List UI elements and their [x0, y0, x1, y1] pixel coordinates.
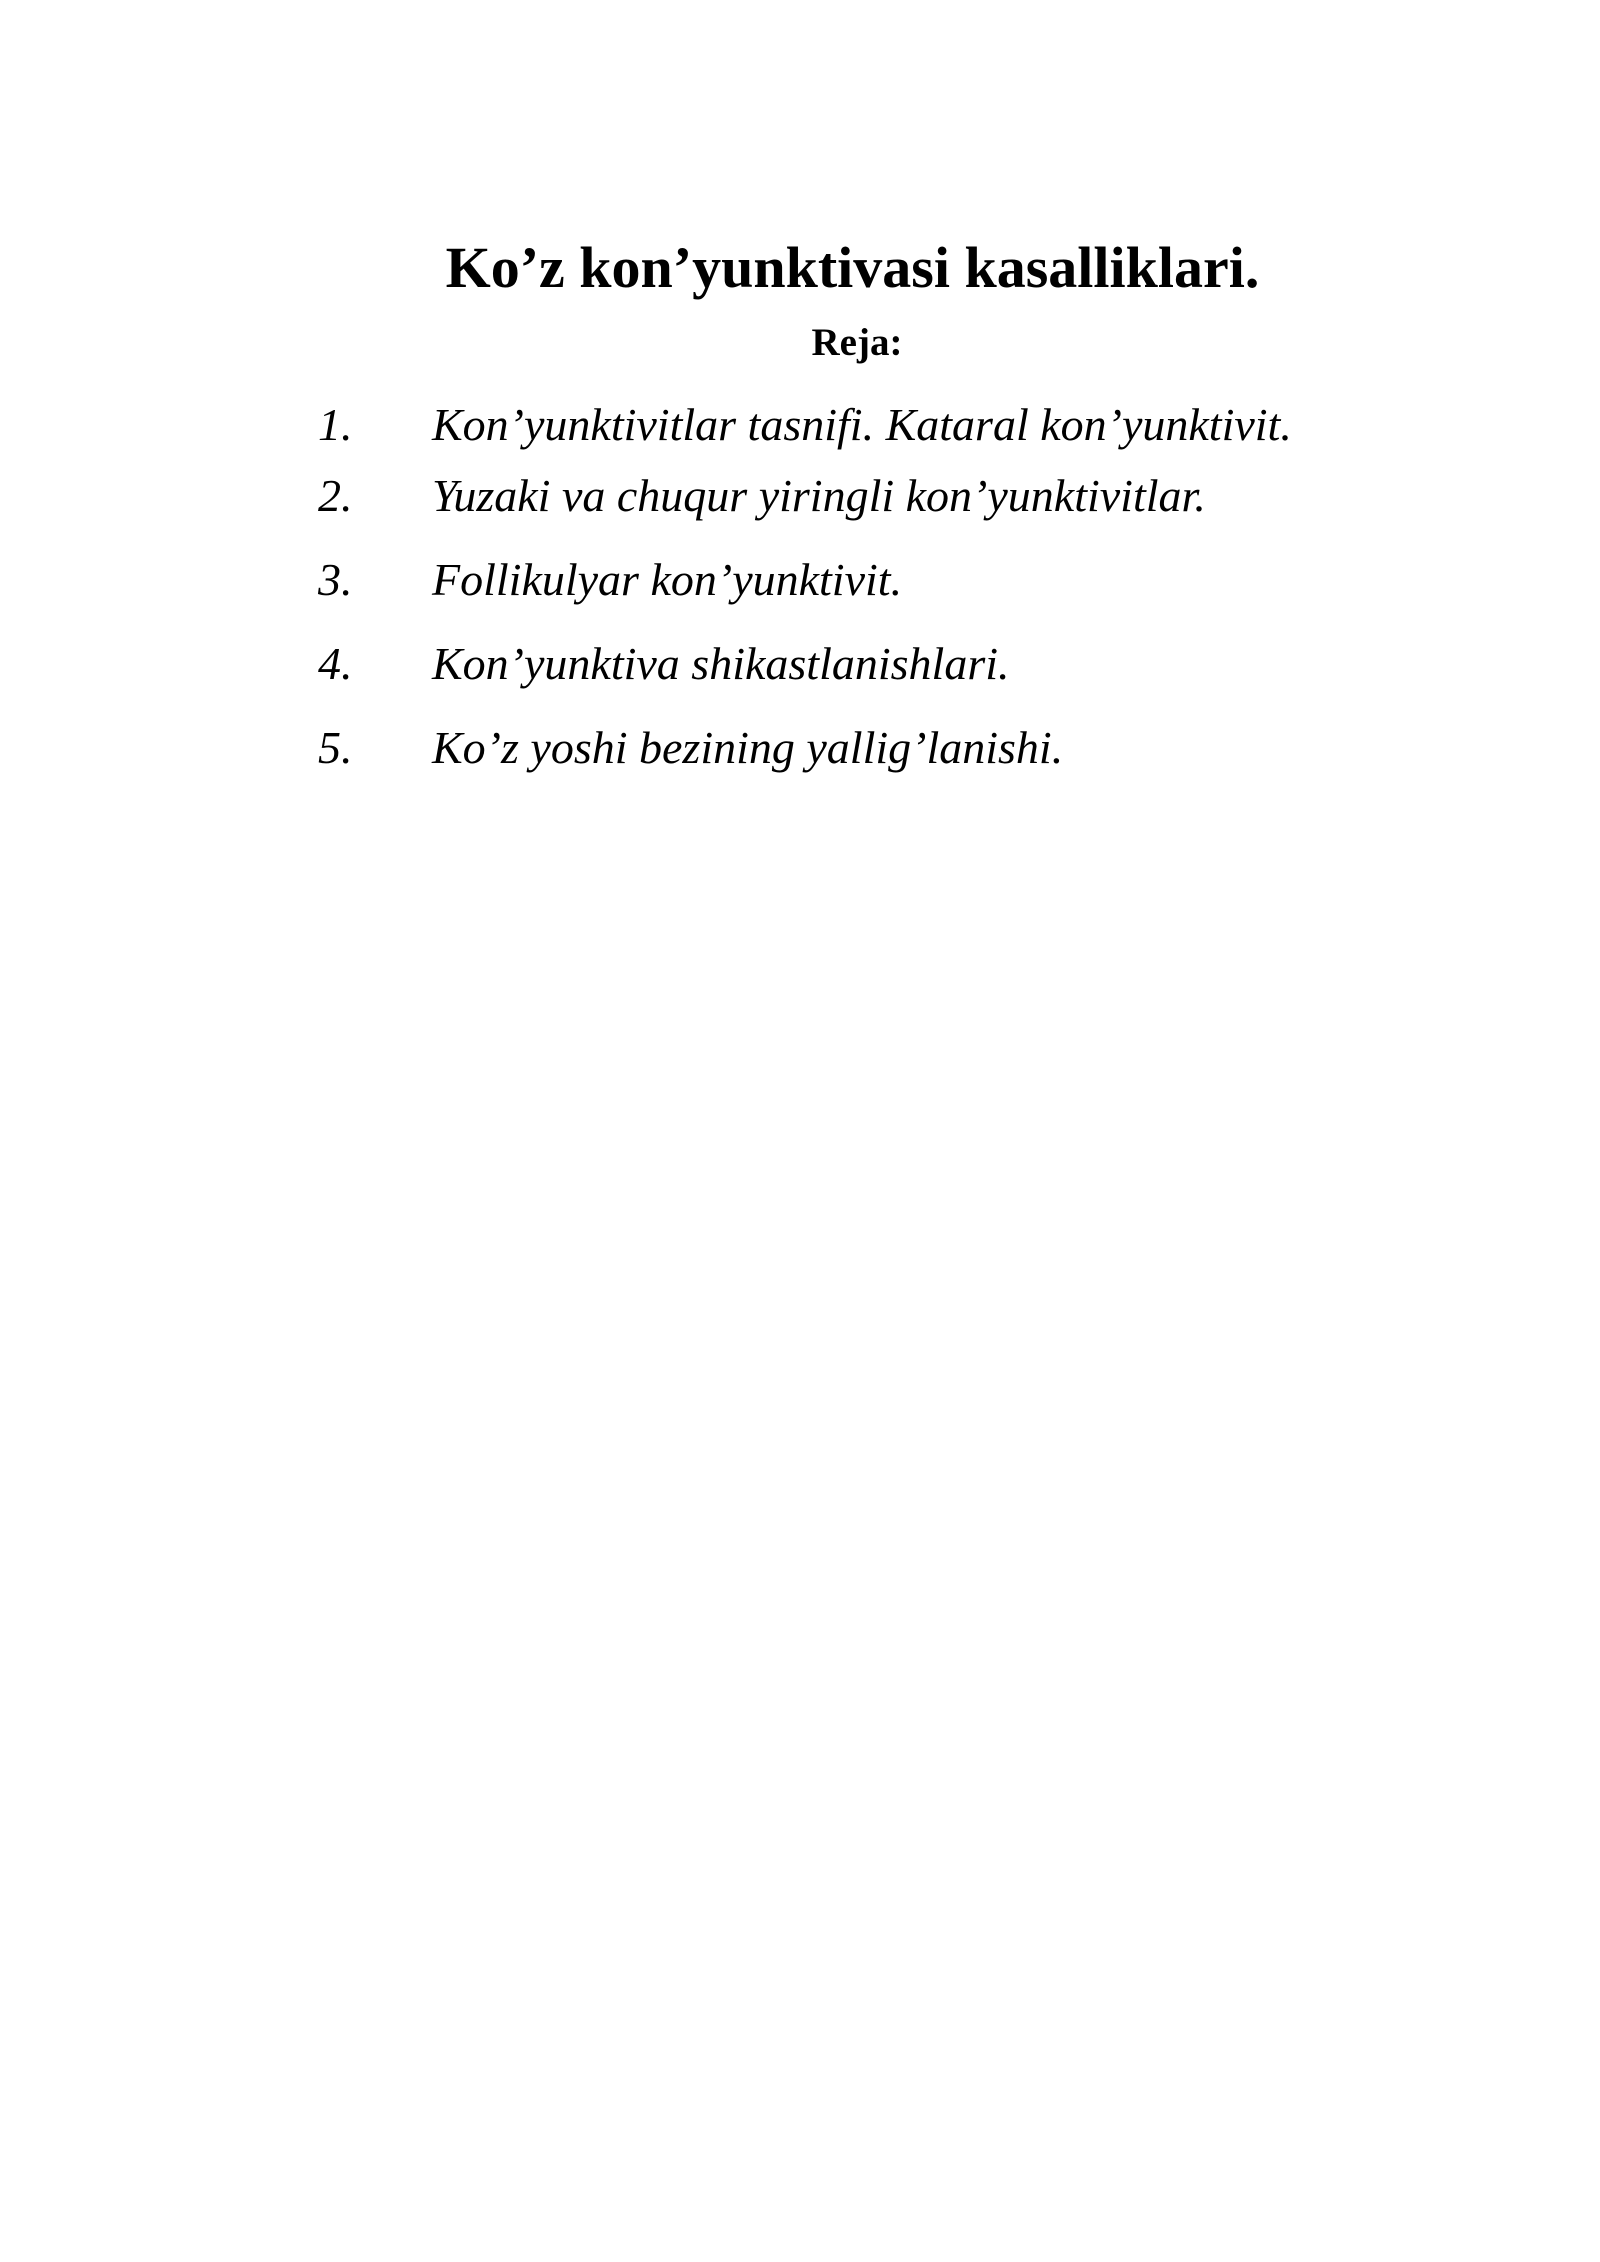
list-item-text: Kon’yunktiva shikastlanishlari.: [432, 638, 1010, 689]
list-item-number: 4.: [318, 638, 353, 689]
list-item-text: Ko’z yoshi bezining yallig’lanishi.: [432, 722, 1064, 773]
list-item-number: 1.: [318, 399, 353, 450]
page-title: Ko’z kon’yunktivasi kasalliklari.: [445, 235, 1260, 300]
list-item-text: Kon’yunktivitlar tasnifi. Kataral kon’yunktivit.: [432, 399, 1292, 450]
list-item-number: 5.: [318, 722, 353, 773]
list-item: [0, 718, 1600, 778]
list-item: [0, 634, 1600, 694]
list-item: [0, 550, 1600, 610]
list-item: [0, 466, 1600, 526]
list-item-text: Yuzaki va chuqur yiringli kon’yunktivitlar.: [432, 470, 1206, 521]
list-item-number: 3.: [318, 554, 353, 605]
list-item: [0, 395, 1600, 455]
list-item-text: Follikulyar kon’yunktivit.: [432, 554, 903, 605]
plan-heading: Reja:: [811, 321, 903, 364]
list-item-number: 2.: [318, 470, 353, 521]
